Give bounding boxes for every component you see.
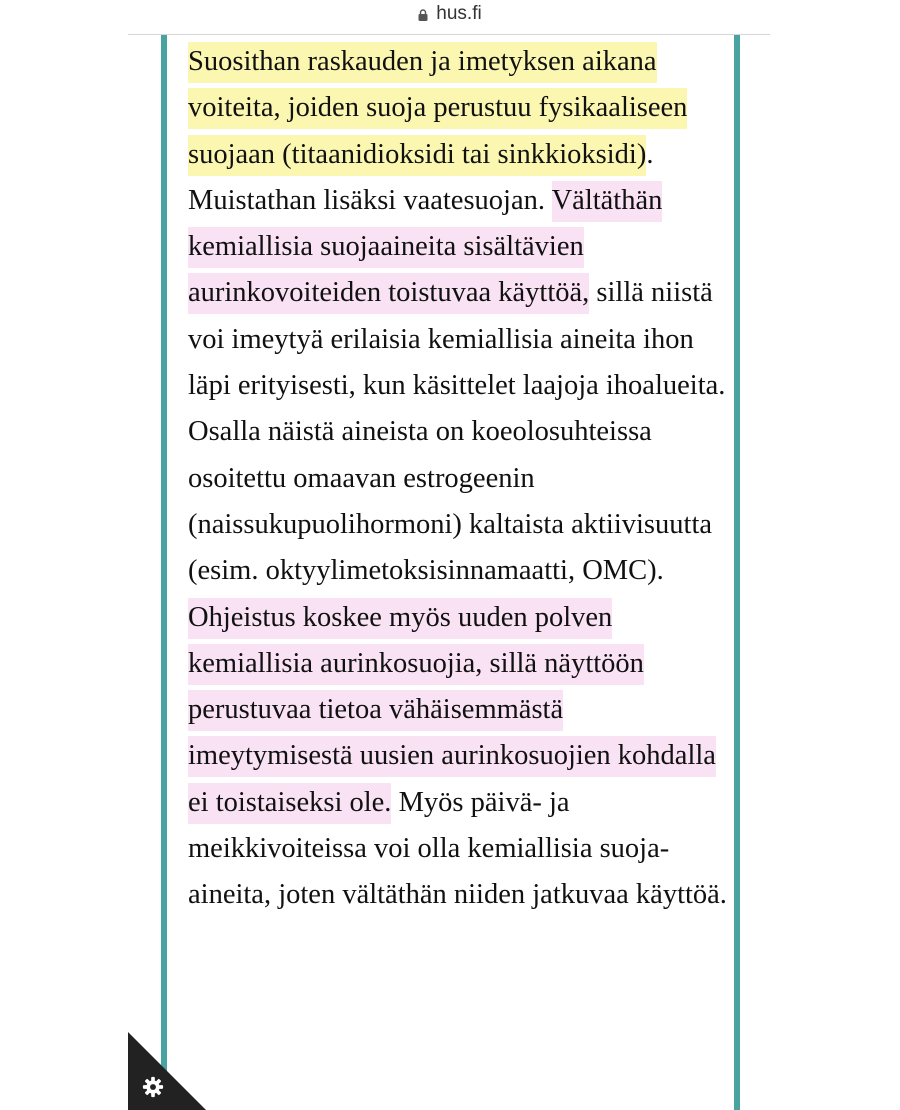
highlight-yellow-sentence: Suosithan raskauden ja imetyksen aikana voiteita, joiden suoja perustuu fysikaaliseen suojaan (titaanidioksidi tai sinkkioksidi) <box>188 42 687 176</box>
plain-text-1: . Muistathan lisäksi vaatesuojan. <box>188 138 654 216</box>
corner-triangle <box>128 1032 206 1110</box>
gear-icon[interactable] <box>142 1076 164 1098</box>
url-domain: hus.fi <box>436 3 482 24</box>
lock-icon <box>418 9 428 21</box>
browser-url-bar[interactable] <box>0 0 900 28</box>
plain-text-2: sillä niistä voi imeytyä erilaisia kemiallisia aineita ihon läpi erityisesti, kun käsittelet laajoja ihoalueita. Osalla näistä aineista on koeolosuhteissa osoitettu omaavan estrogeenin (naissukupuolihormoni) kaltaista aktiivisuutta (esim. oktyylimetoksisinnamaatti, OMC). <box>188 277 726 587</box>
article-body <box>188 39 728 919</box>
settings-corner-button[interactable] <box>128 1032 206 1110</box>
highlight-pink-sentence-1: Vältäthän kemiallisia suojaaineita sisältävien aurinkovoiteiden toistuvaa käyttöä, <box>188 181 662 315</box>
plain-text-3: Myös päivä- ja meikkivoiteissa voi olla kemiallisia suojaaineita, joten vältäthän niiden jatkuvaa käyttöä. <box>188 786 727 911</box>
highlight-pink-sentence-2: Ohjeistus koskee myös uuden polven kemiallisia aurinkosuojia, sillä näyttöön perustuvaa tietoa vähäisemmästä imeytymisestä uusien aurinkosuojien kohdalla ei toistaiseksi ole. <box>188 598 716 824</box>
